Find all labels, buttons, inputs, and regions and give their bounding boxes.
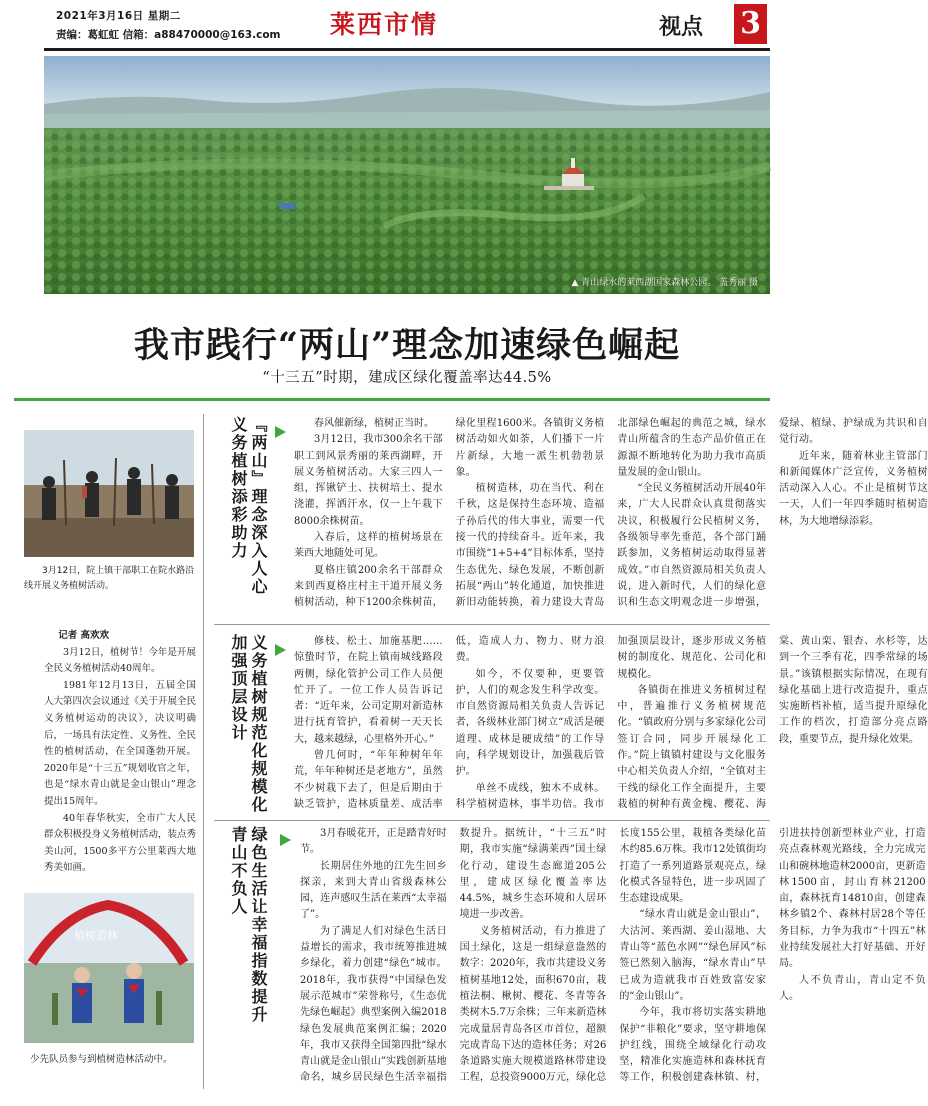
header-rule <box>44 48 770 51</box>
banner-text: 植树造林 <box>74 929 118 942</box>
section2-title: 义务植树规范化规模化 加强顶层设计 <box>229 634 268 814</box>
young-pioneers-image <box>24 893 194 1043</box>
section2-paragraph: 单丝不成线，独木不成林。科学植树造林，事半功倍。我市加强顶层设计，逐步形成义务植树的制度化、规范化、公司化和规模化。 <box>455 636 766 810</box>
section3-paragraph: 为了满足人们对绿色生活日益增长的需求，我市统筹推进城乡绿化，着力创建“绿色”城市。2018年，我市获得“中国绿色发展示范城市”荣誉称号，《生态优先绿色崛起》典型案例入编2018绿色发展典范案例汇编；2020年，我市又获得全国第四批“绿水青山就是金山银山”实践创新基地命名，城乡居民绿色生活幸福指数提升。据统计，“十三五”时期，我市实施“绿满莱西”国土绿化行动，建设生态廊道205公里，建成区绿化覆盖率达44.5%，城乡生态环境和人居环境进一步改善。 <box>300 828 607 1084</box>
section2-paragraph: 曾几何时，“年年种树年年荒，年年种树还是老地方”，虽然不少树栽下去了，但是后期由于缺乏管护，造林质量差、成活率低，造成人力、物力、财力浪费。 <box>294 636 605 810</box>
section2-paragraph: 如今，不仅要种，更要管护，人们的观念发生科学改变。市自然资源局相关负责人告诉记者，各级林业部门树立“成活是硬道理、成林是硬成绩”的工作导向，科学规划设计，加强栽后管护。 <box>455 668 605 778</box>
page-number: 3 <box>734 4 767 44</box>
column-divider <box>203 414 204 1089</box>
section3-paragraph: 长期居住外地的江先生回乡探亲，来到大青山省级森林公园，连声感叹生活在莱西“太幸福了”。 <box>300 860 447 921</box>
section3-body <box>300 826 926 1092</box>
section2-body <box>294 634 928 816</box>
section1-body <box>294 416 928 614</box>
page-header <box>0 0 772 46</box>
section1-paragraph: “全民义务植树活动开展40年来，广大人民群众认真贯彻落实决议，积极履行公民植树义务，各级领导率先垂范，各个部门踊跃参加，义务植树运动取得显著成效。”市自然资源局相关负责人说，进入新时代，人们的绿化意识和生态文明观念进一步增强，爱绿、植绿、护绿成为共识和自觉行动。 <box>617 418 928 609</box>
side-photo1-caption: 3月12日，院上镇干部职工在院水路沿线开展义务植树活动。 <box>24 566 195 591</box>
section1-paragraph: 春风催新绿，植树正当时。 <box>314 418 434 429</box>
subheadline: “十三五”时期，建成区绿化覆盖率达44.5% <box>262 370 552 386</box>
side-photo-children <box>24 893 194 1043</box>
section3-title: 绿色生活让幸福指数提升 青山不负人 <box>229 826 268 1024</box>
intro-paragraph: 3月12日，植树节！今年是开展全民义务植树活动40周年。 <box>44 646 196 675</box>
section3-paragraph: 今年，我市将切实落实耕地保护“非粮化”要求，坚守耕地保护红线，围绕全域绿化行动攻坚，精准化实施造林和森林抚育等工作，积极创建森林镇、村，引进扶持创新型林业产业，打造亮点森林观光路线，全力完成完山和碗林地造林2000亩，更新造林1500亩，封山育林21200亩，森林抚育14810亩，创建森林乡镇2个、森林村居28个等任务目标，力争为我市“十四五”林业持续发展社大打好基础、开好局。 <box>619 828 926 1084</box>
section-rule <box>14 398 770 401</box>
section1-paragraph: 植树造林，功在当代、利在千秋，这是保持生态环境、造福子孙后代的伟大事业，需要一代接一代的持续奋斗。近年来，我市围绕“1+5+4”目标体系，坚持生态优先、绿色发展，不断创新拓展“两山”转化通道，加快推进新旧动能转换，着力建设大青岛北部绿色崛起的典范之城，绿水青山所蕴含的生态产品价值正在源源不断地转化为助力我市高质量发展的金山银山。 <box>455 418 766 609</box>
top-photo <box>44 56 770 294</box>
issue-date: 2021年3月16日 星期二 <box>56 10 181 22</box>
section1-arrow-icon <box>275 426 286 438</box>
section1-paragraph: 夏格庄镇200余名干部群众来到西夏格庄村主干道开展义务植树活动，种下1200余株树苗，绿化里程1600米。各镇街义务植树活动如火如荼，人们播下一片片新绿，大地一派生机勃勃景象。 <box>294 418 605 609</box>
section3-paragraph: “绿水青山就是金山银山”，大沽河、莱西湖、姜山湿地、大青山等“蓝色水网”“绿色屏风”标签已然刻入脑海，“绿水青山”早已成为造就我市百姓致富安家的“金山银山”。 <box>619 909 766 1002</box>
section-divider <box>214 624 770 625</box>
side-photo2-caption: 少先队员参与到植树造林活动中。 <box>30 1054 173 1065</box>
section1-paragraph: 入春后，这样的植树场景在莱西大地随处可见。 <box>294 532 443 560</box>
section1-paragraph: 3月12日，我市300余名干部职工到风景秀丽的莱西湖畔，开展义务植树活动。大家三四人一组，挥锹铲土、扶树培土、提水浇灌，挥洒汗水，仅一上午栽下8000余株树苗。 <box>294 434 443 527</box>
forest-landscape-image <box>44 56 770 294</box>
section2-arrow-icon <box>275 644 286 656</box>
section3-paragraph: 人不负青山，青山定不负人。 <box>778 974 926 1002</box>
section3-arrow-icon <box>280 834 291 846</box>
section3-paragraph: 义务植树活动，有力推进了国土绿化，这是一组绿意盎然的数字：2020年，我市共建设义务植树基地12处，面积670亩，栽植法桐、楸树、樱花、冬青等各类树木5.7万余株；三年来新造林完成量居青岛各区市首位，超额完成青岛下达的造林任务；对26条道路实施大规模道路林带建设工程，总投资9000万元，绿化总长度155公里，栽植各类绿化苗木约85.6万株。我市12处镇街均打造了一系列道路景观亮点，绿化模式各显特色，进一步巩固了生态建设成果。 <box>459 828 766 1084</box>
byline: 记者 高欢欢 <box>58 630 110 641</box>
section1-paragraph: 近年来，随着林业主管部门和新闻媒体广泛宣传，义务植树活动深入人心。不止是植树节这一天，人们一年四季随时植树造林，为大地增绿添彩。 <box>778 450 928 527</box>
intro-article <box>44 628 196 877</box>
section-label: 视点 <box>659 15 704 40</box>
photo-caption: ▲ 青山绿水的莱西湖国家森林公园。 盖秀丽 摄 <box>571 278 758 288</box>
intro-paragraph: 40年春华秋实，全市广大人民群众积极投身义务植树活动，装点秀美山河，1500多平方公里莱西大地秀美如画。 <box>44 812 197 874</box>
section1-title: 『两山』理念深入人心 义务植树添彩助力 <box>229 416 268 596</box>
intro-paragraph: 1981年12月13日，五届全国人大第四次会议通过《关于开展全民义务植树运动的决议》，决议明确后，一场具有法定性、义务性、全民性的植树活动，在全国蓬勃开展。2020年是“十三五”规划收官之年，也是“绿水青山就是金山银山”理念提出15周年。 <box>44 679 197 807</box>
section2-paragraph: 修枝、松土、加施基肥……惊蛰时节，在院上镇南城线路段两侧，绿化管护公司工作人员便忙开了。一位工作人员告诉记者：“近年来，公司定期对新造林进行抚育管护，看着树一天天长大，越来越绿，心里格外开心。” <box>294 636 443 745</box>
side-photo-planting <box>24 430 194 557</box>
section3-paragraph: 3月春暖花开，正是踏青好时节。 <box>300 828 447 856</box>
section2-paragraph: 各镇街在推进义务植树过程中，普遍推行义务植树规范化。“镇政府分别与多家绿化公司签订合同，同步开展绿化工作。”院上镇镇村建设与文化服务中心相关负责人介绍，“全镇对主干线的绿化工作全面提升，主要栽植的树种有黄金槐、樱花、海棠、黄山栾、银杏、水杉等，达到一个三季有花，四季常绿的场景。”该镇根据实际情况，在现有绿化基础上进行改造提升，重点实施断档补植，适当提升原绿化工作的档次，打造部分亮点路段，重要节点，提升绿化效果。 <box>617 636 928 810</box>
masthead: 莱西市情 <box>330 10 439 39</box>
tree-planting-image <box>24 430 194 557</box>
section-divider <box>214 820 770 821</box>
headline: 我市践行“两山”理念加速绿色崛起 <box>133 325 681 366</box>
editor-info: 责编：葛虹虹 信箱：a88470000@163.com <box>56 29 281 41</box>
